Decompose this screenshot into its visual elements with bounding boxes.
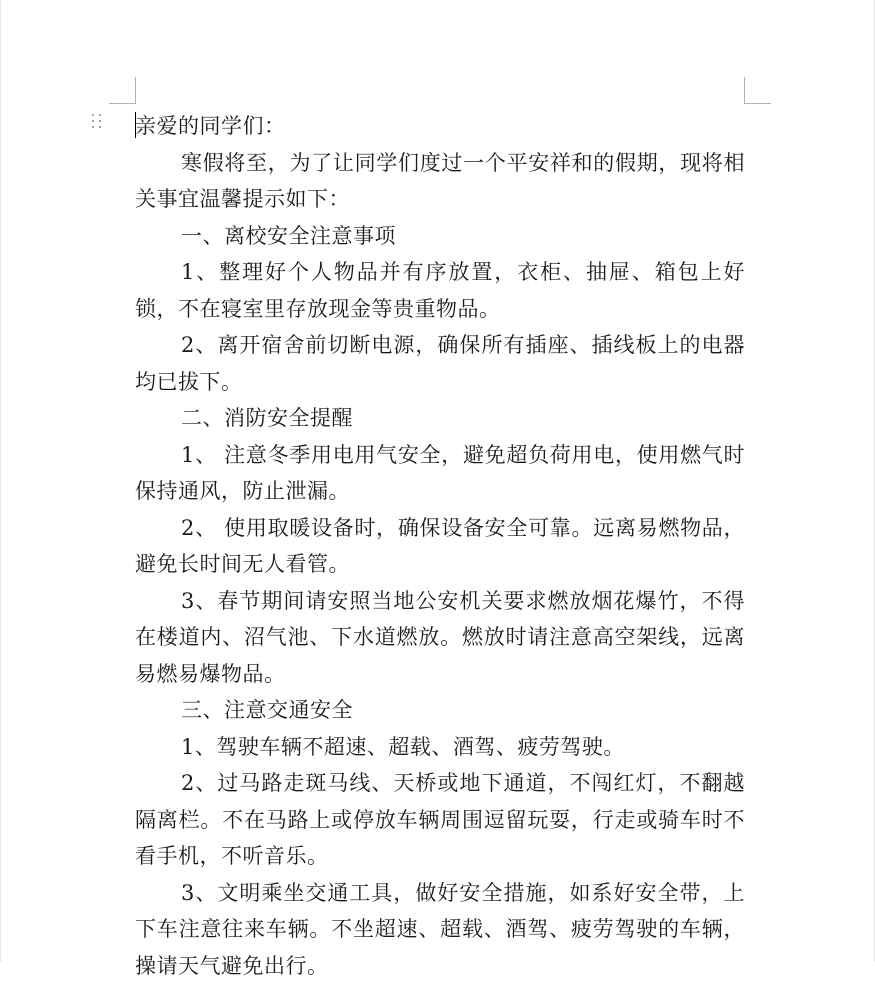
intro-paragraph[interactable]: 寒假将至，为了让同学们度过一个平安祥和的假期，现将相关事宜温馨提示如下： [135,145,745,218]
document-body[interactable] [135,108,745,984]
margin-corner-top-right [744,77,771,104]
leaving-school-item-1[interactable]: 1、整理好个人物品并有序放置，衣柜、抽屉、箱包上好锁，不在寝室里存放现金等贵重物品。 [135,254,745,327]
fire-safety-item-2[interactable]: 2、 使用取暖设备时，确保设备安全可靠。远离易燃物品，避免长时间无人看管。 [135,510,745,583]
leaving-school-item-2[interactable]: 2、离开宿舍前切断电源，确保所有插座、插线板上的电器均已拔下。 [135,327,745,400]
traffic-safety-item-1[interactable]: 1、驾驶车辆不超速、超载、酒驾、疲劳驾驶。 [135,729,745,766]
traffic-safety-item-3[interactable]: 3、文明乘坐交通工具，做好安全措施，如系好安全带，上下车注意往来车辆。不坐超速、超载、酒驾、疲劳驾驶的车辆，操请天气避免出行。 [135,875,745,984]
fire-safety-item-3[interactable]: 3、春节期间请安照当地公安机关要求燃放烟花爆竹，不得在楼道内、沼气池、下水道燃放。燃放时请注意高空架线，远离易燃易爆物品。 [135,583,745,693]
section-heading-leaving-school[interactable]: 一、离校安全注意事项 [135,218,745,255]
margin-corner-top-left [109,77,136,104]
section-heading-fire-safety[interactable]: 二、消防安全提醒 [135,400,745,437]
paragraph-move-handle-icon[interactable] [91,113,103,129]
section-heading-traffic-safety[interactable]: 三、注意交通安全 [135,692,745,729]
traffic-safety-item-2[interactable]: 2、过马路走斑马线、天桥或地下通道，不闯红灯，不翻越隔离栏。不在马路上或停放车辆周围逗留玩耍，行走或骑车时不看手机，不听音乐。 [135,765,745,875]
fire-safety-item-1[interactable]: 1、 注意冬季用电用气安全，避免超负荷用电，使用燃气时保持通风，防止泄漏。 [135,437,745,510]
greeting-line[interactable]: 亲爱的同学们： [135,108,745,145]
